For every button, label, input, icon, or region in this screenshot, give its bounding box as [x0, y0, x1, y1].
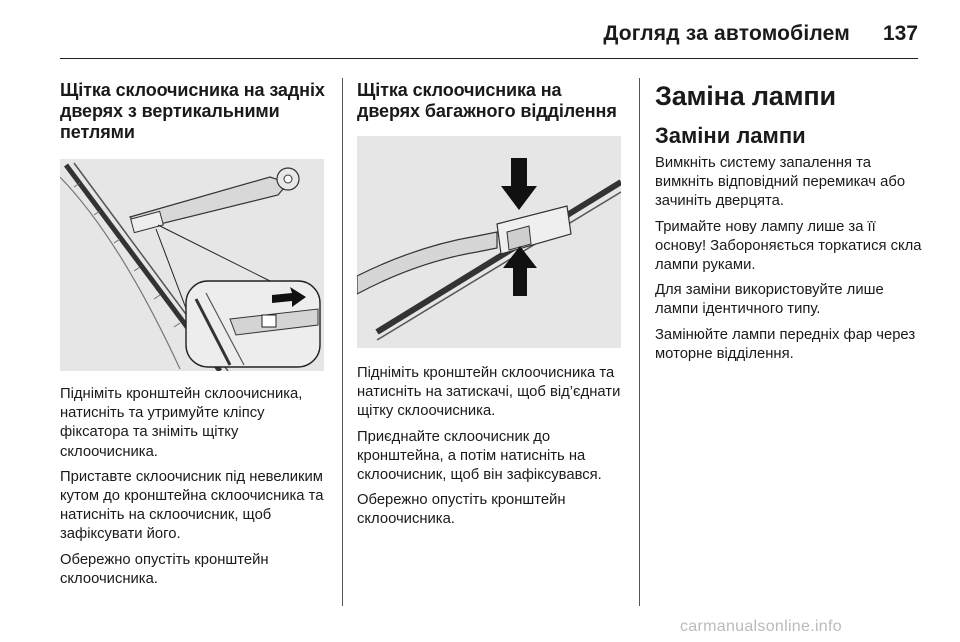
wiper-clip-drawing	[357, 136, 621, 348]
column-tailgate-wiper	[357, 80, 629, 536]
instruction-paragraph: Обережно опустіть кронштейн склоочисника.	[357, 492, 566, 528]
instruction-paragraph: Підніміть кронштейн склоочисника, натисніть та утримуйте кліпсу фіксатора та зніміть щітку склоочисника.	[60, 386, 303, 460]
instruction-paragraph: Вимкніть систему запалення та вимкніть відповідний перемикач або зачиніть дверцята.	[655, 155, 906, 210]
instruction-paragraph: Приставте склоочисник під невеликим кутом до кронштейна склоочисника та натисніть на склоочисник, щоб зафіксувати його.	[60, 468, 324, 543]
instruction-paragraph: Підніміть кронштейн склоочисника та натисніть на затискачі, щоб від’єднати щітку склоочисника.	[357, 365, 621, 420]
column-bulb-replacement	[655, 80, 925, 370]
subsection-title: Заміни лампи	[655, 123, 806, 148]
watermark: carmanualsonline.info	[680, 618, 842, 635]
wiper-illustration	[60, 159, 324, 371]
instruction-paragraph: Тримайте нову лампу лише за її основу! Забороняється торкатися скла лампи руками.	[655, 218, 922, 274]
section-heading: Щітка склоочисника на дверях багажного відділення	[357, 80, 617, 121]
page-number: 137	[882, 22, 918, 45]
column-divider-2	[639, 78, 640, 606]
section-heading: Щітка склоочисника на задніх дверях з вертикальними петлями	[60, 80, 325, 142]
column-rear-door-wiper	[60, 80, 332, 595]
wiper-arm-drawing	[60, 159, 324, 371]
instruction-paragraph: Приєднайте склоочисник до кронштейна, а потім натисніть на склоочисник, щоб він зафіксувався.	[357, 428, 602, 484]
section-title: Заміна лампи	[655, 81, 836, 111]
chapter-title: Догляд за автомобілем	[603, 22, 850, 45]
instruction-paragraph: Для заміни використовуйте лише лампи ідентичного типу.	[655, 282, 884, 318]
column-divider-1	[342, 78, 343, 606]
instruction-paragraph: Замінюйте лампи передніх фар через моторне відділення.	[655, 326, 916, 362]
page-header	[60, 14, 918, 59]
instruction-paragraph: Обережно опустіть кронштейн склоочисника.	[60, 551, 269, 587]
tailgate-wiper-illustration	[357, 136, 621, 348]
